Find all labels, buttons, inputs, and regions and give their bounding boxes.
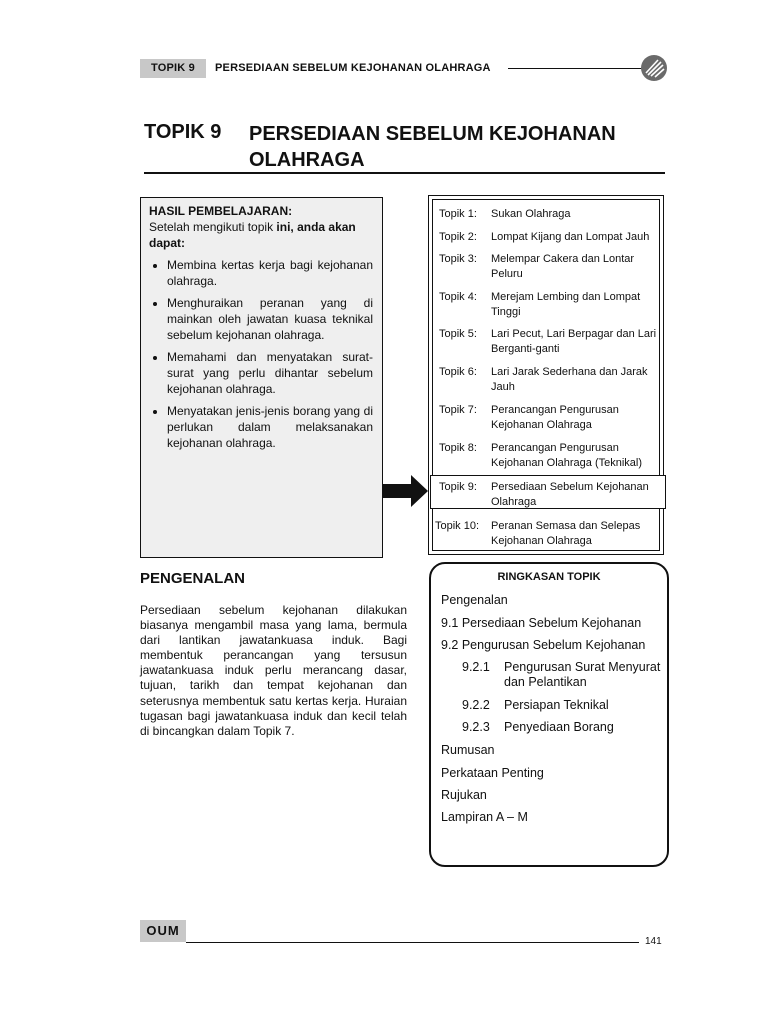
learning-outcome-item: • Menyatakan jenis-jenis borang yang di perlukan dalam melaksanakan kejohanan olahraga. xyxy=(167,403,373,451)
topic-summary-heading: RINGKASAN TOPIK xyxy=(497,571,601,583)
topic-list-label: Topik 10: xyxy=(435,520,480,532)
topic-number: TOPIK 9 xyxy=(144,121,222,143)
topic-list-label: Topik 5: xyxy=(439,328,477,340)
right-arrow-icon xyxy=(383,474,429,508)
summary-subitem-text: Pengurusan Surat Menyurat dan Pelantikan xyxy=(504,660,661,689)
topic-list-text: Merejam Lembing dan Lompat Tinggi xyxy=(491,291,641,318)
summary-item-perkataan: Perkataan Penting xyxy=(441,766,544,780)
learning-outcome-item: • Memahami dan menyatakan surat-surat yang perlu dihantar sebelum kejohanan olahraga. xyxy=(167,349,373,397)
topic-list-text: Peranan Semasa dan Selepas Kejohanan Olahraga xyxy=(491,520,641,547)
page-number: 141 xyxy=(645,936,662,947)
topic-list-text: Lari Jarak Sederhana dan Jarak Jauh xyxy=(491,366,648,393)
topic-list-label: Topik 3: xyxy=(439,253,477,265)
topic-list-text: Perancangan Pengurusan Kejohanan Olahraga (Teknikal) xyxy=(491,442,643,469)
summary-subitem xyxy=(462,698,672,714)
topic-list-label: Topik 6: xyxy=(439,366,477,378)
header-rule xyxy=(508,68,646,69)
summary-subitem-text: Penyediaan Borang xyxy=(504,720,614,734)
topic-list-label: Topik 7: xyxy=(439,404,477,416)
topic-list-label: Topik 1: xyxy=(439,208,477,220)
summary-subitem xyxy=(462,660,672,692)
summary-item-rujukan: Rujukan xyxy=(441,788,487,802)
topic-list xyxy=(432,199,660,551)
footer-rule xyxy=(186,942,639,943)
learning-outcomes-box xyxy=(140,197,383,558)
topic-list-box xyxy=(428,195,664,555)
summary-subitem-number: 9.2.3 xyxy=(462,720,490,734)
summary-item-lampiran: Lampiran A – M xyxy=(441,810,528,824)
topic-list-text: Lompat Kijang dan Lompat Jauh xyxy=(491,231,650,243)
summary-item-9-1: 9.1 Persediaan Sebelum Kejohanan xyxy=(441,616,642,630)
summary-item-intro: Pengenalan xyxy=(441,593,508,607)
oum-logo: OUM xyxy=(140,920,186,942)
learning-outcome-item: • Menghuraikan peranan yang di mainkan oleh jawatan kuasa teknikal sebelum kejohanan olahraga. xyxy=(167,295,373,343)
header-running-title: PERSEDIAAN SEBELUM KEJOHANAN OLAHRAGA xyxy=(215,62,491,74)
learning-outcomes-heading: HASIL PEMBELAJARAN: xyxy=(149,204,293,218)
page-title: PERSEDIAAN SEBELUM KEJOHANAN OLAHRAGA xyxy=(249,123,616,171)
title-rule xyxy=(144,172,665,174)
learning-outcomes-list xyxy=(149,257,373,451)
summary-subitem-number: 9.2.1 xyxy=(462,660,490,674)
topic-list-text: Melempar Cakera dan Lontar Peluru xyxy=(491,253,635,280)
topic-list-item-current xyxy=(431,476,665,508)
learning-outcome-item: • Membina kertas kerja bagi kejohanan olahraga. xyxy=(167,257,373,289)
learning-outcomes-intro-bold: ini, anda akan dapat: xyxy=(149,220,356,250)
topic-list-text: Perancangan Pengurusan Kejohanan Olahraga xyxy=(491,404,619,431)
summary-item-rumusan: Rumusan xyxy=(441,743,495,757)
topic-list-label: Topik 9: xyxy=(439,481,477,493)
topic-list-text: Sukan Olahraga xyxy=(491,208,571,220)
topic-list-label: Topik 4: xyxy=(439,291,477,303)
topic-list-text: Persediaan Sebelum Kejohanan Olahraga xyxy=(491,481,649,508)
summary-subitem xyxy=(462,720,672,736)
topic-list-label: Topik 2: xyxy=(439,231,477,243)
summary-subitem-text: Persiapan Teknikal xyxy=(504,698,609,712)
header-topic-tag: TOPIK 9 xyxy=(140,59,206,78)
oum-globe-logo-icon xyxy=(640,54,668,82)
learning-outcomes-intro-plain: Setelah mengikuti topik xyxy=(149,220,277,234)
topic-list-label: Topik 8: xyxy=(439,442,477,454)
introduction-heading: PENGENALAN xyxy=(140,570,246,587)
summary-item-9-2: 9.2 Pengurusan Sebelum Kejohanan xyxy=(441,638,646,652)
topic-list-text: Lari Pecut, Lari Berpagar dan Lari Berganti-ganti xyxy=(491,328,657,355)
learning-outcomes-intro xyxy=(149,219,373,251)
introduction-paragraph: Persediaan sebelum kejohanan dilakukan biasanya mengambil masa yang lama, bermula dari lantikan jawatankuasa induk. Bagi membentuk perancangan yang tersusun jawatankuasa induk perlu merancang dasar, tujuan, tarikh dan tempat kejohanan dan seterusnya membentuk satu kertas kerja. Huraian tugasan bagi jawatankuasa induk dan kecil telah di bincangkan dalam Topik 7. xyxy=(140,603,407,738)
summary-subitem-number: 9.2.2 xyxy=(462,698,490,712)
